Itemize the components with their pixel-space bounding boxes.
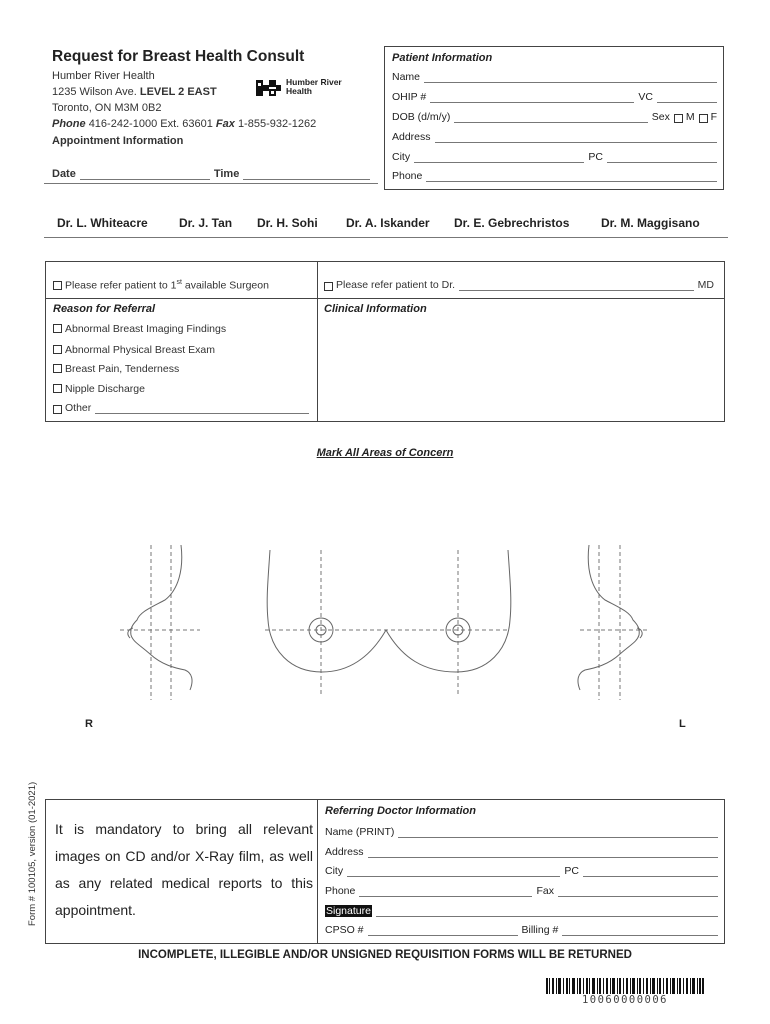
ref-city-field[interactable] [347,867,560,877]
reason-other-field[interactable] [95,404,309,414]
reason-2[interactable]: Abnormal Physical Breast Exam [53,344,215,356]
logo-mark-icon [255,78,283,98]
ref-billing-label: Billing # [521,924,559,936]
mandatory-note: It is mandatory to bring all relevant images on CD and/or X-Ray film, as well as any related medical reports to this appointment. [55,821,313,918]
org-phone-fax: Phone 416-242-1000 Ext. 63601 Fax 1-855-932-1262 [52,118,317,130]
patient-pc-field[interactable] [607,153,717,163]
ref-phone-label: Phone [325,885,356,897]
ref-address-row [325,846,718,858]
header-divider [44,183,378,184]
referral-hdivider [46,298,724,299]
ref-fax-field[interactable] [558,887,718,897]
ref-city-label: City [325,865,344,877]
patient-phone-label: Phone [392,170,423,182]
ref-cpso-row [325,924,718,936]
doctor-1[interactable]: Dr. L. Whiteacre [57,216,148,230]
patient-city-row [392,151,717,163]
dob-label: DOB (d/m/y) [392,111,451,123]
patient-address-row [392,131,717,143]
refer-to-dr-checkbox[interactable] [324,282,333,291]
patient-name-row [392,71,717,83]
bottom-vdivider [317,800,318,943]
date-label: Date [52,168,76,180]
reason-3-checkbox[interactable] [53,364,62,373]
patient-phone-row [392,170,717,182]
appointment-row [52,168,377,180]
referral-vdivider [317,262,318,421]
ref-fax-label: Fax [536,885,554,897]
ref-name-row [325,826,718,838]
footer-warning: INCOMPLETE, ILLEGIBLE AND/OR UNSIGNED REQUISITION FORMS WILL BE RETURNED [138,949,632,961]
patient-name-label: Name [392,71,421,83]
time-field[interactable] [243,170,370,180]
right-side-label: R [85,718,93,730]
vc-label: VC [638,91,653,103]
ref-address-field[interactable] [368,848,718,858]
doctor-2[interactable]: Dr. J. Tan [179,216,233,230]
reason-4[interactable]: Nipple Discharge [53,383,145,395]
dob-field[interactable] [454,113,647,123]
patient-phone-field[interactable] [426,172,717,182]
sex-label: Sex [651,111,670,123]
patient-info-heading: Patient Information [392,52,493,64]
doctor-4[interactable]: Dr. A. Iskander [346,216,430,230]
refer-to-dr-field[interactable] [459,281,694,291]
patient-name-field[interactable] [424,73,717,83]
time-label: Time [213,168,240,180]
reason-1[interactable]: Abnormal Breast Imaging Findings [53,323,226,335]
barcode-icon [546,978,704,994]
form-version-text: Form # 100105, version (01-2021) [27,781,38,926]
clinical-heading: Clinical Information [324,303,427,315]
address-line2: Toronto, ON M3M 0B2 [52,102,162,114]
patient-address-label: Address [392,131,431,143]
ohip-label: OHIP # [392,91,427,103]
ohip-row [392,91,717,103]
sex-m-checkbox[interactable] [674,114,683,123]
patient-pc-label: PC [588,151,603,163]
patient-city-field[interactable] [414,153,584,163]
ref-name-label: Name (PRINT) [325,826,395,838]
referring-doctor-heading: Referring Doctor Information [325,805,476,817]
ref-billing-field[interactable] [562,926,718,936]
org-name: Humber River Health [52,70,155,82]
appointment-heading: Appointment Information [52,135,184,147]
reason-3[interactable]: Breast Pain, Tenderness [53,363,179,375]
first-available-checkbox[interactable] [53,281,62,290]
left-side-label: L [679,718,686,730]
date-field[interactable] [80,170,210,180]
ref-cpso-field[interactable] [368,926,518,936]
referral-box [45,261,725,422]
ref-pc-label: PC [564,865,579,877]
diagram-heading[interactable]: Mark All Areas of Concern [316,447,454,459]
ref-phone-field[interactable] [359,887,532,897]
ref-cpso-label: CPSO # [325,924,364,936]
reason-heading: Reason for Referral [53,303,156,315]
refer-to-dr-option[interactable]: Please refer patient to Dr. MD [324,279,714,291]
patient-info-box [384,46,724,190]
humber-river-logo: Humber River Health [255,77,350,99]
form-title: Request for Breast Health Consult [52,48,305,65]
reason-other[interactable]: Other [53,402,309,414]
ohip-field[interactable] [430,93,634,103]
clinical-info-area[interactable] [324,320,719,416]
address-line1: 1235 Wilson Ave. LEVEL 2 EAST [52,86,217,98]
reason-2-checkbox[interactable] [53,345,62,354]
sex-m-label: M [685,111,695,123]
patient-city-label: City [392,151,411,163]
sex-f-label: F [710,111,717,123]
breast-diagram[interactable] [0,530,770,720]
barcode-number: 10060000006 [581,994,669,1006]
reason-4-checkbox[interactable] [53,384,62,393]
ref-signature-field[interactable] [376,907,718,917]
ref-address-label: Address [325,846,364,858]
ref-pc-field[interactable] [583,867,718,877]
reason-1-checkbox[interactable] [53,324,62,333]
doctor-6[interactable]: Dr. M. Maggisano [601,216,700,230]
ref-signature-label: Signature [326,905,371,917]
patient-address-field[interactable] [435,133,717,143]
ref-name-field[interactable] [398,828,718,838]
first-available-option[interactable]: Please refer patient to 1st available Surgeon [53,279,269,292]
sex-f-checkbox[interactable] [699,114,708,123]
doctor-5[interactable]: Dr. E. Gebrechristos [454,216,570,230]
ref-city-row [325,865,718,877]
doctor-3[interactable]: Dr. H. Sohi [257,216,318,230]
vc-field[interactable] [657,93,717,103]
reason-other-checkbox[interactable] [53,405,62,414]
ref-phone-row [325,885,718,897]
bottom-box [45,799,725,944]
dob-row [392,111,717,123]
doctors-divider [44,237,728,238]
ref-signature-row [325,905,718,917]
